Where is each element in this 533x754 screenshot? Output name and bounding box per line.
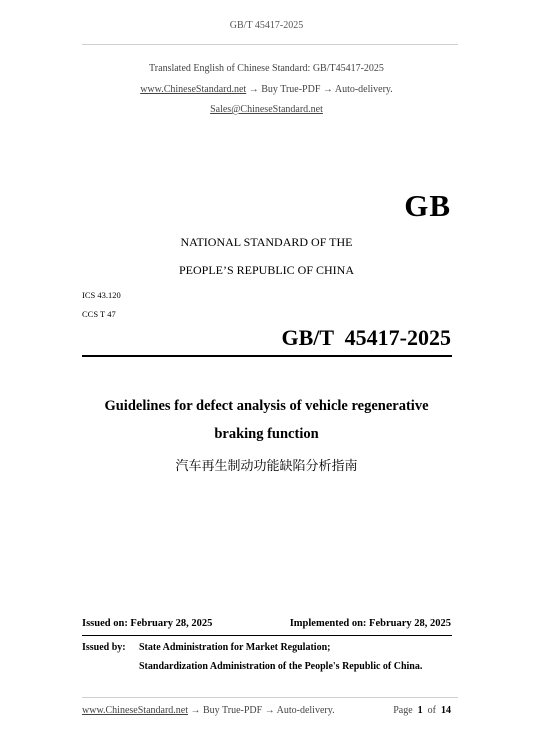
title-divider [82,355,452,357]
issuer-2: Standardization Administration of the People's Republic of China. [139,661,423,672]
site-link[interactable]: www.ChineseStandard.net [140,84,247,95]
issued-on: Issued on: February 28, 2025 [82,618,213,629]
email-link[interactable]: Sales@ChineseStandard.net [210,104,323,115]
ccs-code: CCS T 47 [82,309,116,319]
footer-site-link[interactable]: www.ChineseStandard.net [82,705,188,716]
issuer-1: State Administration for Market Regulation; [139,642,331,653]
page-total: 14 [441,705,451,716]
footer-divider [82,697,458,698]
translation-links [0,84,533,95]
running-header: GB/T 45417-2025 [229,20,304,31]
page-counter [393,705,451,716]
email-line [0,104,533,115]
footer-buy-note: → Buy True-PDF → Auto-delivery. [190,705,335,716]
title-line2: braking function [214,426,319,442]
national-standard-line2: PEOPLE’S REPUBLIC OF CHINA [178,263,355,277]
gb-mark: GB [404,188,451,223]
of-word: of [427,705,436,716]
national-standard-line1: NATIONAL STANDARD OF THE [180,235,353,249]
page-word: Page [393,705,413,716]
dates-divider [82,635,452,636]
buy-note: → Buy True-PDF → Auto-delivery. [248,84,393,95]
footer-links [82,705,335,716]
title-line1: Guidelines for defect analysis of vehicle regenerative [104,398,429,414]
header-divider [82,44,458,45]
standard-number: GB/T 45417-2025 [281,325,451,350]
chinese-title: 汽车再生制动功能缺陷分析指南 [175,459,358,474]
implemented-on: Implemented on: February 28, 2025 [289,618,451,629]
translation-note: Translated English of Chinese Standard: GB/T45417-2025 [149,63,384,74]
page-number: 1 [417,705,423,716]
ics-code: ICS 43.120 [82,290,121,300]
issued-by-label: Issued by: [82,642,126,653]
